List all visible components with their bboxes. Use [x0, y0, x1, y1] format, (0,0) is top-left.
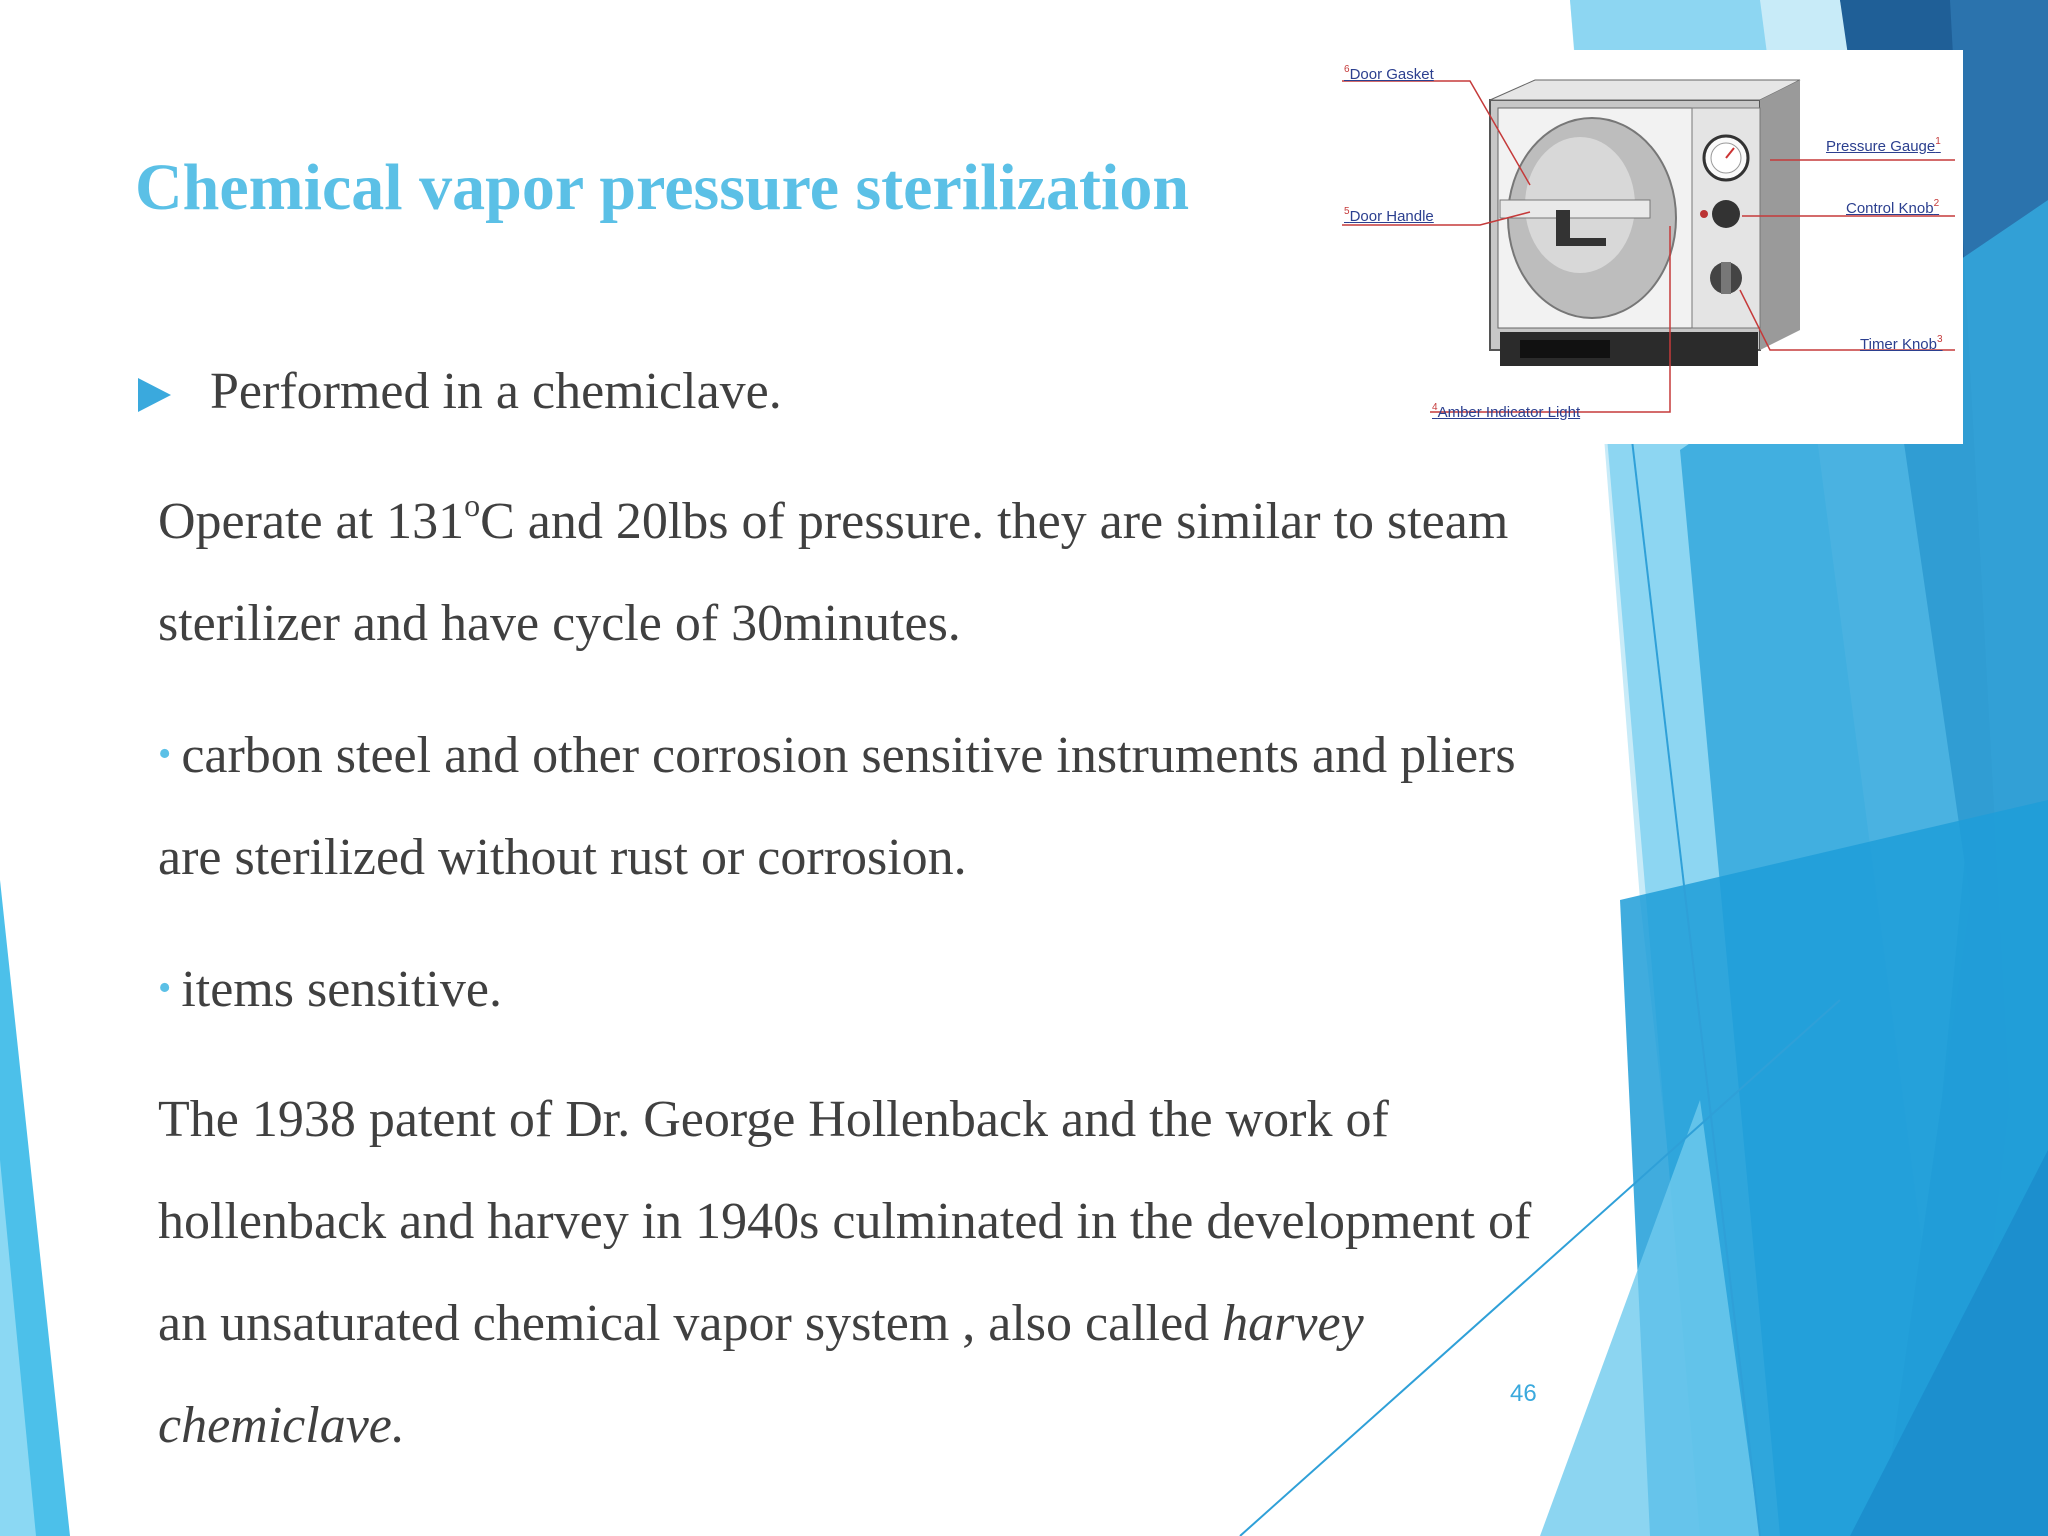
bullet-items-sensitive-text: items sensitive. [181, 961, 502, 1018]
page-number: 46 [1510, 1380, 1537, 1407]
bullet-carbon-steel-text: carbon steel and other corrosion sensitive instruments and pliers [181, 727, 1516, 784]
bullet-carbon-steel-line2: are sterilized without rust or corrosion. [158, 829, 967, 886]
para-operate-line1 [158, 487, 1509, 551]
chemiclave-diagram [1330, 50, 1963, 444]
para-patent-line2: hollenback and harvey in 1940s culminated in the development of [158, 1193, 1532, 1250]
bullet-performed: Performed in a chemiclave. [210, 363, 782, 420]
slide-title: Chemical vapor pressure sterilization [135, 151, 1190, 224]
bullet-items-sensitive [158, 960, 502, 1019]
callout-door-gasket: $^6$Door Gasket [1344, 64, 1434, 83]
para-operate-pre: Operate at 131 [158, 493, 465, 550]
para-patent-line3 [158, 1294, 1364, 1353]
callout-control-knob: Control Knob$^2$ [1846, 198, 1940, 217]
para-patent-line3-text: an unsaturated chemical vapor system , also called [158, 1295, 1223, 1352]
bullet-dot-icon: • [158, 967, 172, 1009]
bullet-dot-icon: • [158, 733, 172, 775]
para-patent-harvey: harvey [1222, 1295, 1364, 1352]
callout-pressure-gauge: Pressure Gauge$^1$ [1826, 136, 1941, 155]
para-patent-line1: The 1938 patent of Dr. George Hollenback and the work of [158, 1091, 1389, 1148]
para-operate-post: C and 20lbs of pressure. they are similar to steam [480, 493, 1509, 550]
para-operate-line2: sterilizer and have cycle of 30minutes. [158, 595, 961, 652]
callout-door-handle: $^5$Door Handle [1344, 206, 1434, 225]
callout-timer-knob: Timer Knob$^3$ [1860, 334, 1943, 353]
arrow-bullet-icon [138, 378, 171, 412]
chemiclave-illustration [1330, 50, 1963, 444]
degree-superscript: o [464, 487, 481, 523]
callout-amber-indicator-light: $^4$Amber Indicator Light [1432, 402, 1581, 421]
para-patent-line4: chemiclave. [158, 1397, 405, 1454]
bullet-carbon-steel-line1 [158, 726, 1516, 785]
